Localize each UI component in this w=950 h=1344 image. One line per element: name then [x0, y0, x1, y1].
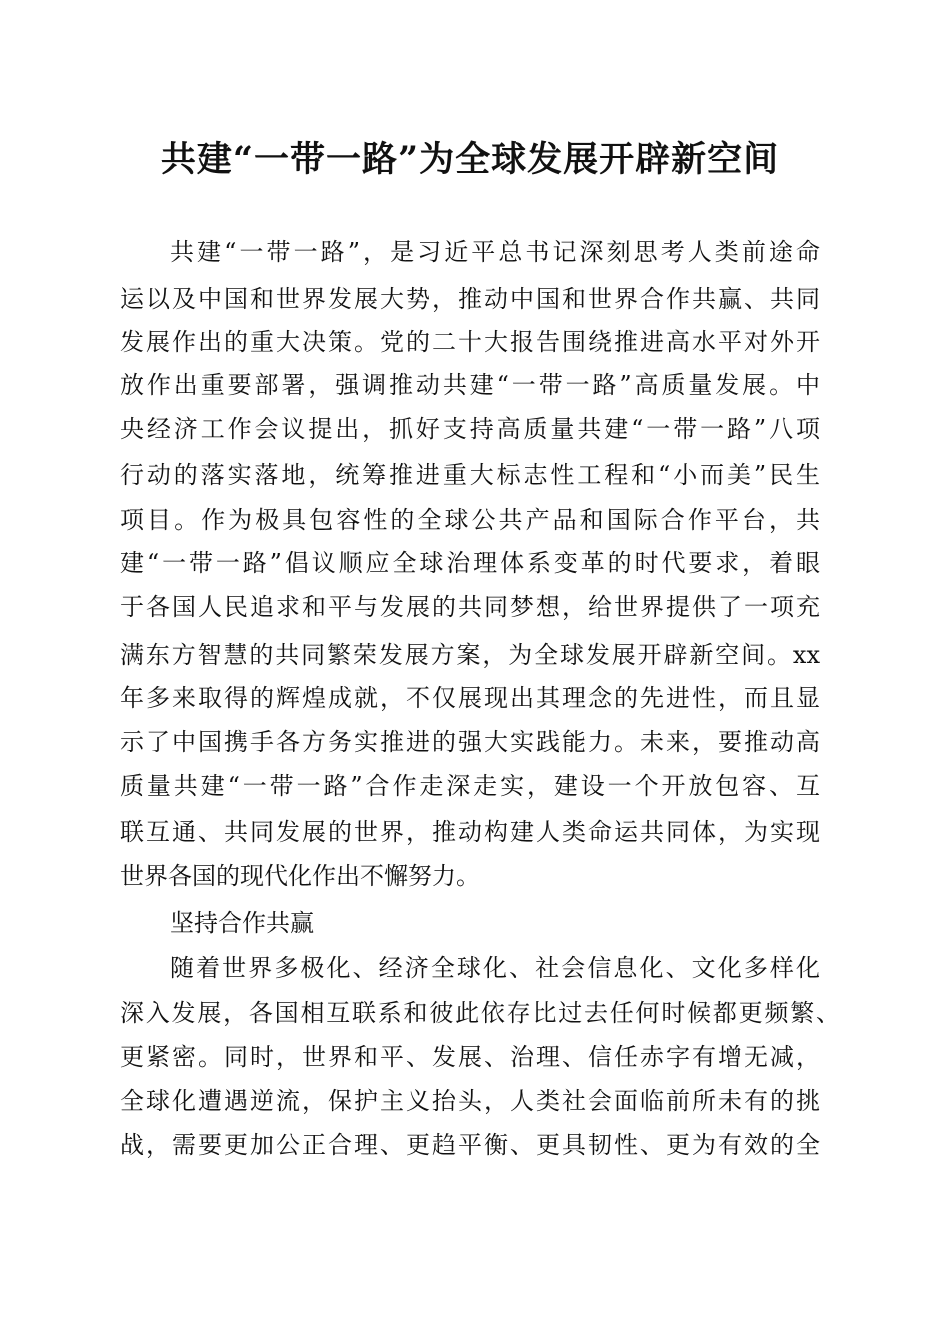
- paragraph-line: 放作出重要部署，强调推动共建“一带一路”高质量发展。中: [120, 371, 820, 399]
- document-title: 共建“一带一路”为全球发展开辟新空间: [160, 139, 780, 180]
- paragraph-line: 示了中国携手各方务实推进的强大实践能力。未来，要推动高: [120, 728, 820, 756]
- paragraph-line: 世界各国的现代化作出不懈努力。: [120, 862, 480, 890]
- paragraph-line: 深入发展，各国相互联系和彼此依存比过去任何时候都更频繁、: [120, 999, 840, 1027]
- section-heading: 坚持合作共赢: [170, 909, 314, 937]
- paragraph-line: 质量共建“一带一路”合作走深走实，建设一个开放包容、互: [120, 772, 820, 800]
- paragraph-line: 联互通、共同发展的世界，推动构建人类命运共同体，为实现: [120, 818, 820, 846]
- paragraph-line: 于各国人民追求和平与发展的共同梦想，给世界提供了一项充: [120, 593, 820, 621]
- paragraph-line: 运以及中国和世界发展大势，推动中国和世界合作共赢、共同: [120, 285, 820, 313]
- paragraph-line: 共建“一带一路”，是习近平总书记深刻思考人类前途命: [170, 238, 820, 266]
- paragraph-line: 更紧密。同时，世界和平、发展、治理、信任赤字有增无减，: [120, 1043, 820, 1071]
- paragraph-line: 随着世界多极化、经济全球化、社会信息化、文化多样化: [170, 954, 820, 982]
- paragraph-line: 满东方智慧的共同繁荣发展方案，为全球发展开辟新空间。xx: [120, 641, 820, 669]
- paragraph-line: 发展作出的重大决策。党的二十大报告围绕推进高水平对外开: [120, 328, 820, 356]
- paragraph-line: 战，需要更加公正合理、更趋平衡、更具韧性、更为有效的全: [120, 1131, 820, 1159]
- paragraph-line: 项目。作为极具包容性的全球公共产品和国际合作平台，共: [120, 506, 820, 534]
- paragraph-line: 建“一带一路”倡议顺应全球治理体系变革的时代要求，着眼: [120, 549, 820, 577]
- paragraph-line: 全球化遭遇逆流，保护主义抬头，人类社会面临前所未有的挑: [120, 1087, 820, 1115]
- paragraph-line: 年多来取得的辉煌成就，不仅展现出其理念的先进性，而且显: [120, 684, 820, 712]
- paragraph-line: 央经济工作会议提出，抓好支持高质量共建“一带一路”八项: [120, 415, 820, 443]
- paragraph-line: 行动的落实落地，统筹推进重大标志性工程和“小而美”民生: [120, 461, 820, 489]
